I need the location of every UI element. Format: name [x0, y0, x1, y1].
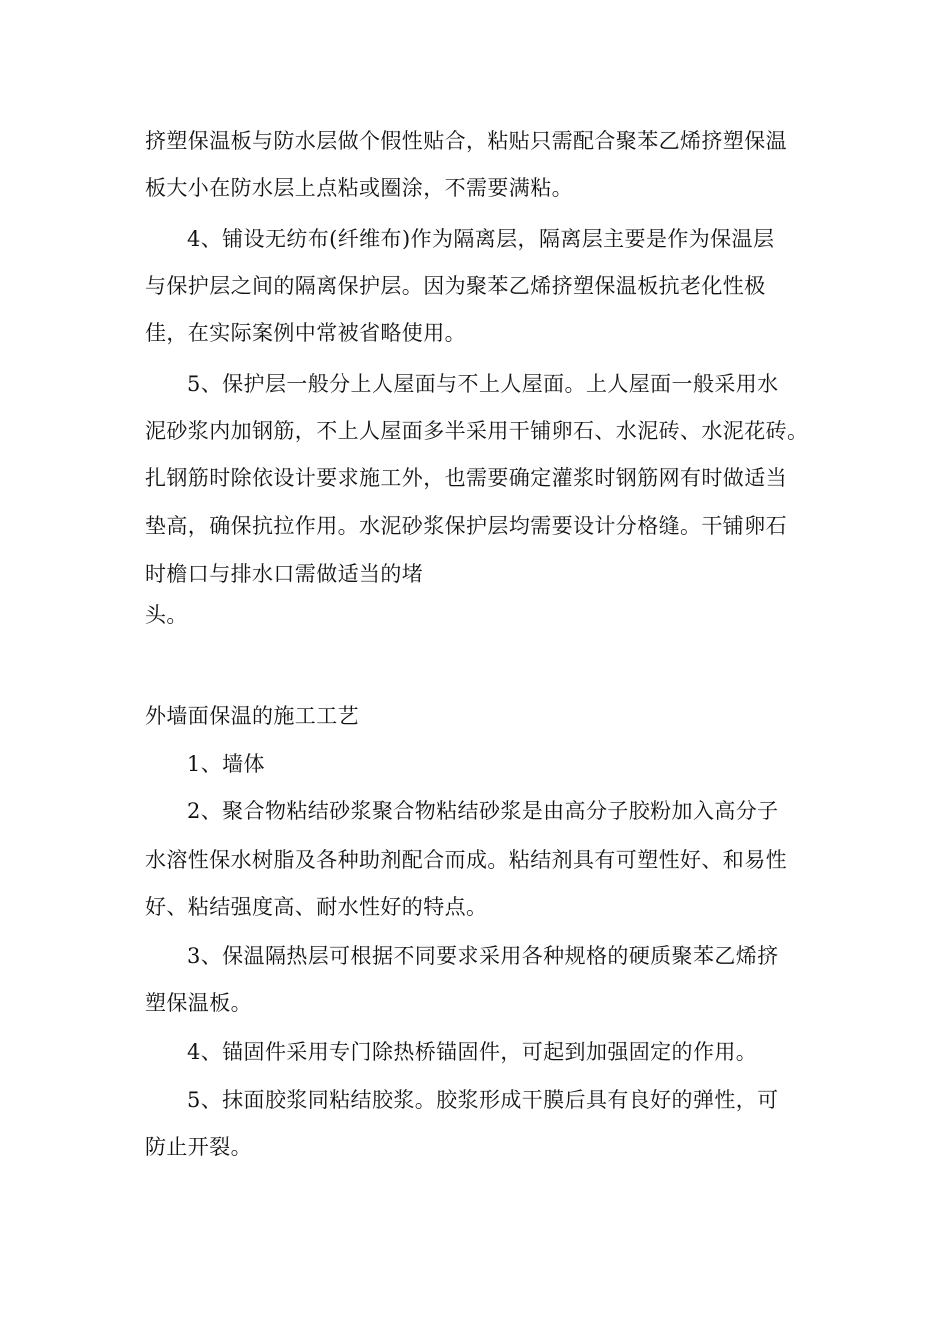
text-line: 水溶性保水树脂及各种助剂配合而成。粘结剂具有可塑性好、和易性	[145, 848, 787, 872]
text-line: 5、抹面胶浆同粘结胶浆。胶浆形成干膜后具有良好的弹性，可	[187, 1088, 779, 1112]
text-line: 4、锚固件采用专门除热桥锚固件，可起到加强固定的作用。	[187, 1040, 758, 1064]
text-line: 板大小在防水层上点粘或圈涂，不需要满粘。	[145, 176, 573, 200]
text-line: 头。	[145, 603, 188, 627]
text-line: 与保护层之间的隔离保护层。因为聚苯乙烯挤塑保温板抗老化性极	[145, 274, 766, 298]
text-line: 塑保温板。	[145, 991, 252, 1015]
text-line: 2、聚合物粘结砂浆聚合物粘结砂浆是由高分子胶粉加入高分子	[187, 799, 779, 823]
text-line: 泥砂浆内加钢筋，不上人屋面多半采用干铺卵石、水泥砖、水泥花砖。	[145, 419, 809, 443]
text-line: 防止开裂。	[145, 1135, 252, 1159]
text-line: 1、墙体	[187, 752, 265, 776]
text-line: 好、粘结强度高、耐水性好的特点。	[145, 895, 488, 919]
text-line: 4、铺设无纺布(纤维布)作为隔离层，隔离层主要是作为保温层	[187, 227, 775, 251]
text-line: 佳，在实际案例中常被省略使用。	[145, 321, 466, 345]
text-line: 挤塑保温板与防水层做个假性贴合，粘贴只需配合聚苯乙烯挤塑保温	[145, 129, 787, 153]
text-line: 时檐口与排水口需做适当的堵	[145, 562, 424, 586]
text-line: 5、保护层一般分上人屋面与不上人屋面。上人屋面一般采用水	[187, 372, 779, 396]
text-line: 3、保温隔热层可根据不同要求采用各种规格的硬质聚苯乙烯挤	[187, 944, 779, 968]
section-heading: 外墙面保温的施工工艺	[145, 704, 359, 728]
text-line: 扎钢筋时除依设计要求施工外，也需要确定灌浆时钢筋网有时做适当	[145, 466, 787, 490]
text-line: 垫高，确保抗拉作用。水泥砂浆保护层均需要设计分格缝。干铺卵石	[145, 514, 787, 538]
